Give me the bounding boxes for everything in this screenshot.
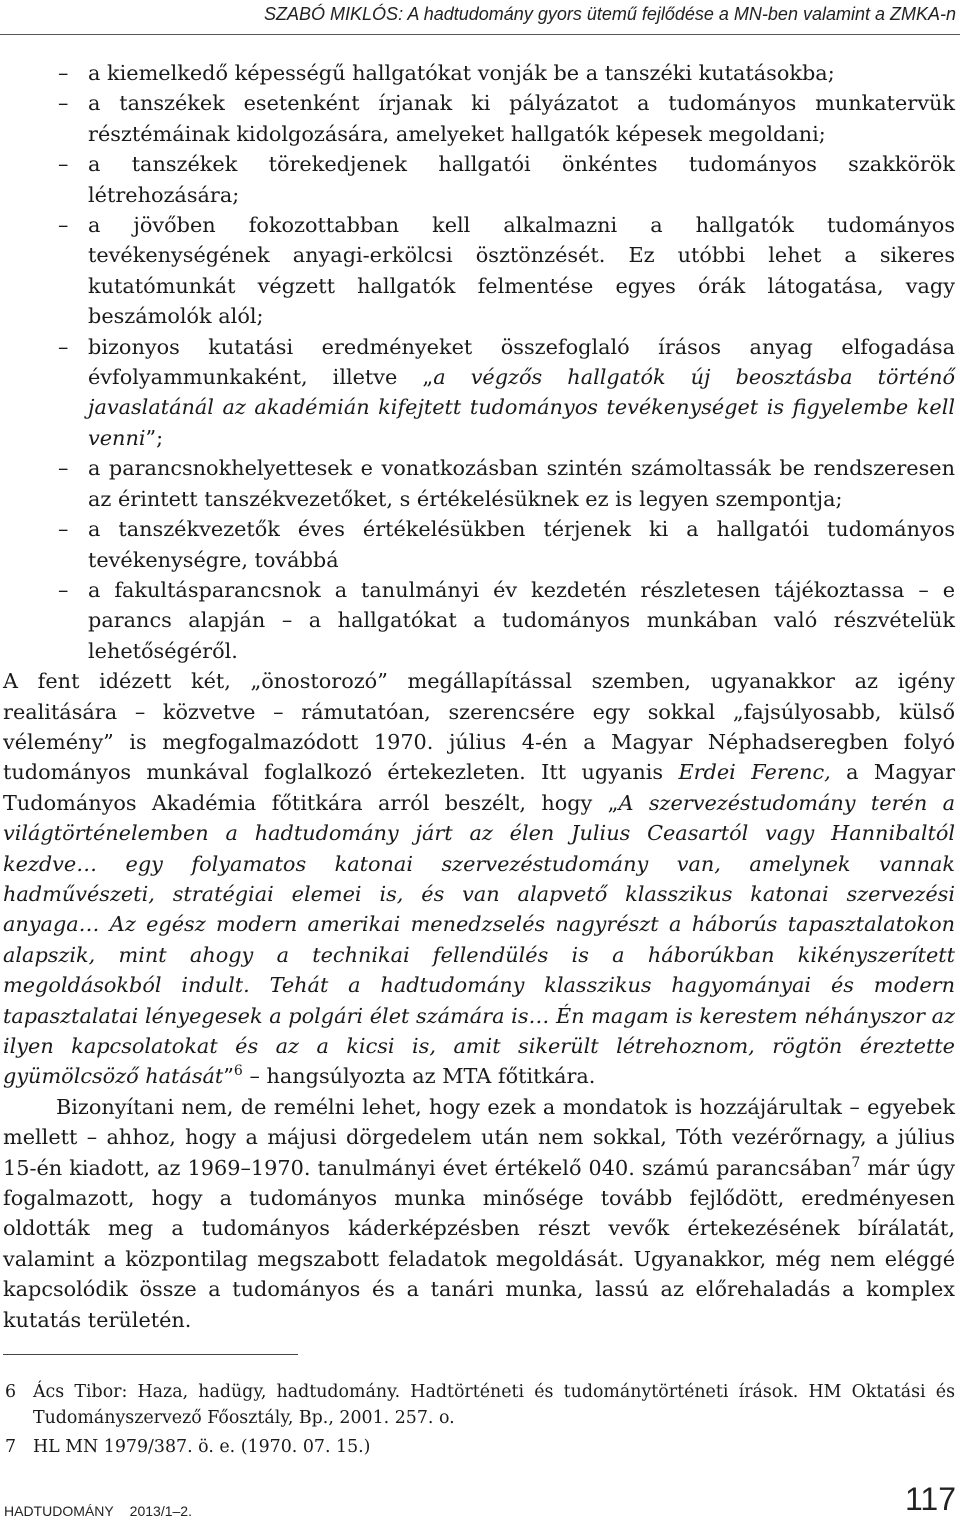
person-name: Erdei Ferenc,: [678, 760, 831, 785]
italic-quote: a végzős hallgatók új beosztásba történő javaslatánál az akadémián kifejtett tudományos tevékenységet is figyelembe kell venni: [88, 365, 955, 450]
dash-marker: –: [58, 577, 69, 602]
footnote-reference[interactable]: 7: [851, 1154, 861, 1171]
footnote-text: Ács Tibor: Haza, hadügy, hadtudomány. Hadtörténeti és tudománytörténeti írások. HM Oktatási és Tudományszervező Főosztály, Bp., 2001. 257. o.: [33, 1382, 955, 1428]
dash-marker: –: [58, 456, 69, 481]
dash-marker: –: [58, 334, 69, 359]
list-item: [3, 453, 955, 514]
journal-name: HADTUDOMÁNY: [4, 1503, 114, 1519]
list-item: [3, 210, 955, 332]
footnote-number: 6: [5, 1382, 17, 1402]
paragraph-text: már úgy fogalmazott, hogy a tudományos munka minősége tovább fejlődött, eredményesen oldották meg a tudományos káderképzésben részt vevők értekezésének bírálatát, valamint a központilag megszabott feladatok megoldását. Ugyanakkor, még nem eléggé kapcsolódik össze a tudományos és a tanári munka, lassú az előrehaladás a komplex kutatás területén.: [3, 1155, 955, 1332]
list-item-text: a parancsnokhelyettesek e vonatkozásban szintén számoltassák be rendszeresen az érintett tanszékvezetőket, s értékelésüknek ez is legyen szempontja;: [88, 456, 955, 511]
list-item: [3, 58, 955, 88]
list-item: [3, 149, 955, 210]
footnotes: [3, 1380, 955, 1465]
footnote-text: HL MN 1979/387. ö. e. (1970. 07. 15.): [33, 1437, 371, 1458]
list-item-text: a tanszékek esetenként írjanak ki pályázatot a tudományos munkatervük résztémáinak kidolgozására, amelyeket hallgatók képesek megoldani;: [88, 91, 955, 146]
dash-marker: –: [58, 61, 69, 85]
list-item: [3, 514, 955, 575]
paragraph-text: a Magyar Tudományos Akadémia főtitkára arról beszélt, hogy „: [3, 760, 956, 815]
footnote: [3, 1380, 955, 1431]
paragraph: [3, 1092, 955, 1335]
dash-marker: –: [58, 517, 69, 542]
paragraph-text: A fent idézett két, „önostorozó” megállapítással szemben, ugyanakkor az igény realitására – közvetve – rámutatóan, szerencsére egy sokkal „fajsúlyosabb, külső vélemény” is megfogalmazódott 1970. július 4-én a Magyar Néphadseregben folyó tudományos munkával foglalkozó értekezleten. Itt ugyanis: [3, 669, 955, 785]
footnote: [3, 1435, 955, 1461]
journal-issue: 2013/1–2.: [129, 1503, 192, 1519]
page-footer: [4, 1503, 192, 1519]
footnote-rule: [3, 1354, 298, 1355]
article-body: [3, 58, 955, 1335]
paragraph-text: – hangsúlyozta az MTA főtitkára.: [242, 1064, 596, 1089]
italic-quote: A szervezéstudomány terén a világtörténelemben a hadtudomány járt az élen Julius Ceasartól vagy Hannibaltól kezdve… egy folyamatos katonai szervezéstudomány van, amelynek vannak hadművészeti, stratégiai elemei is, és van alapvető klasszikus katonai szervezési anyaga… Az egész modern amerikai menedzselés nagyrészt a háborús tapasztalatokon alapszik, mint ahogy a technikai fellendülés is a háborúkban kikényszerített megoldásokból indult. Tehát a hadtudomány klasszikus hagyományai és modern tapasztalatai lényegesek a polgári élet számára is… Én magam is kerestem néhányszor az ilyen kapcsolatokat és az a kicsi is, amit sikerült létrehoznom, rögtön éreztette gyümölcsöző hatását: [3, 790, 955, 1089]
list-item-text: a tanszékvezetők éves értékelésükben térjenek ki a hallgatói tudományos tevékenységre, továbbá: [88, 517, 955, 572]
list-item: [3, 575, 955, 666]
paragraph-text: ”: [223, 1064, 234, 1089]
page-number: 117: [904, 1481, 956, 1517]
footnote-reference[interactable]: 6: [233, 1063, 243, 1080]
list-item: [3, 332, 955, 454]
list-item-text: bizonyos kutatási eredményeket összefoglaló írásos anyag elfogadása évfolyammunkaként, illetve „: [88, 334, 955, 390]
list-item-text: a jövőben fokozottabban kell alkalmazni a hallgatók tudományos tevékenységének anyagi-erkölcsi ösztönzését. Ez utóbbi lehet a sikeres kutatómunkát végzett hallgatók felmentése egyes órák látogatása, vagy beszámolók alól;: [88, 213, 955, 329]
dash-marker: –: [58, 213, 69, 238]
list-item-text: a fakultásparancsnok a tanulmányi év kezdetén részletesen tájékoztassa – e parancs alapján – a hallgatókat a tudományos munkában való részvételük lehetőségéről.: [88, 577, 955, 663]
paragraph-text: Bizonyítani nem, de remélni lehet, hogy ezek a mondatok is hozzájárultak – egyebek mellett – ahhoz, hogy a májusi dörgedelem után nem sokkal, Tóth vezérőrnagy, a július 15-én kiadott, az 1969–1970. tanulmányi évet értékelő 040. számú parancsában: [3, 1094, 955, 1180]
footnote-number: 7: [5, 1437, 17, 1458]
running-head: SZABÓ MIKLÓS: A hadtudomány gyors ütemű fejlődése a MN-ben valamint a ZMKA-n: [264, 4, 956, 24]
header-rule: [0, 34, 960, 35]
bullet-list: [3, 58, 955, 666]
list-item: [3, 88, 955, 149]
paragraph: [3, 666, 955, 1092]
list-item-text: ”;: [145, 425, 164, 450]
dash-marker: –: [58, 152, 69, 177]
list-item-text: a kiemelkedő képességű hallgatókat vonják be a tanszéki kutatásokba;: [88, 61, 835, 85]
dash-marker: –: [58, 91, 69, 116]
list-item-text: a tanszékek törekedjenek hallgatói önkéntes tudományos szakkörök létrehozására;: [88, 152, 955, 207]
